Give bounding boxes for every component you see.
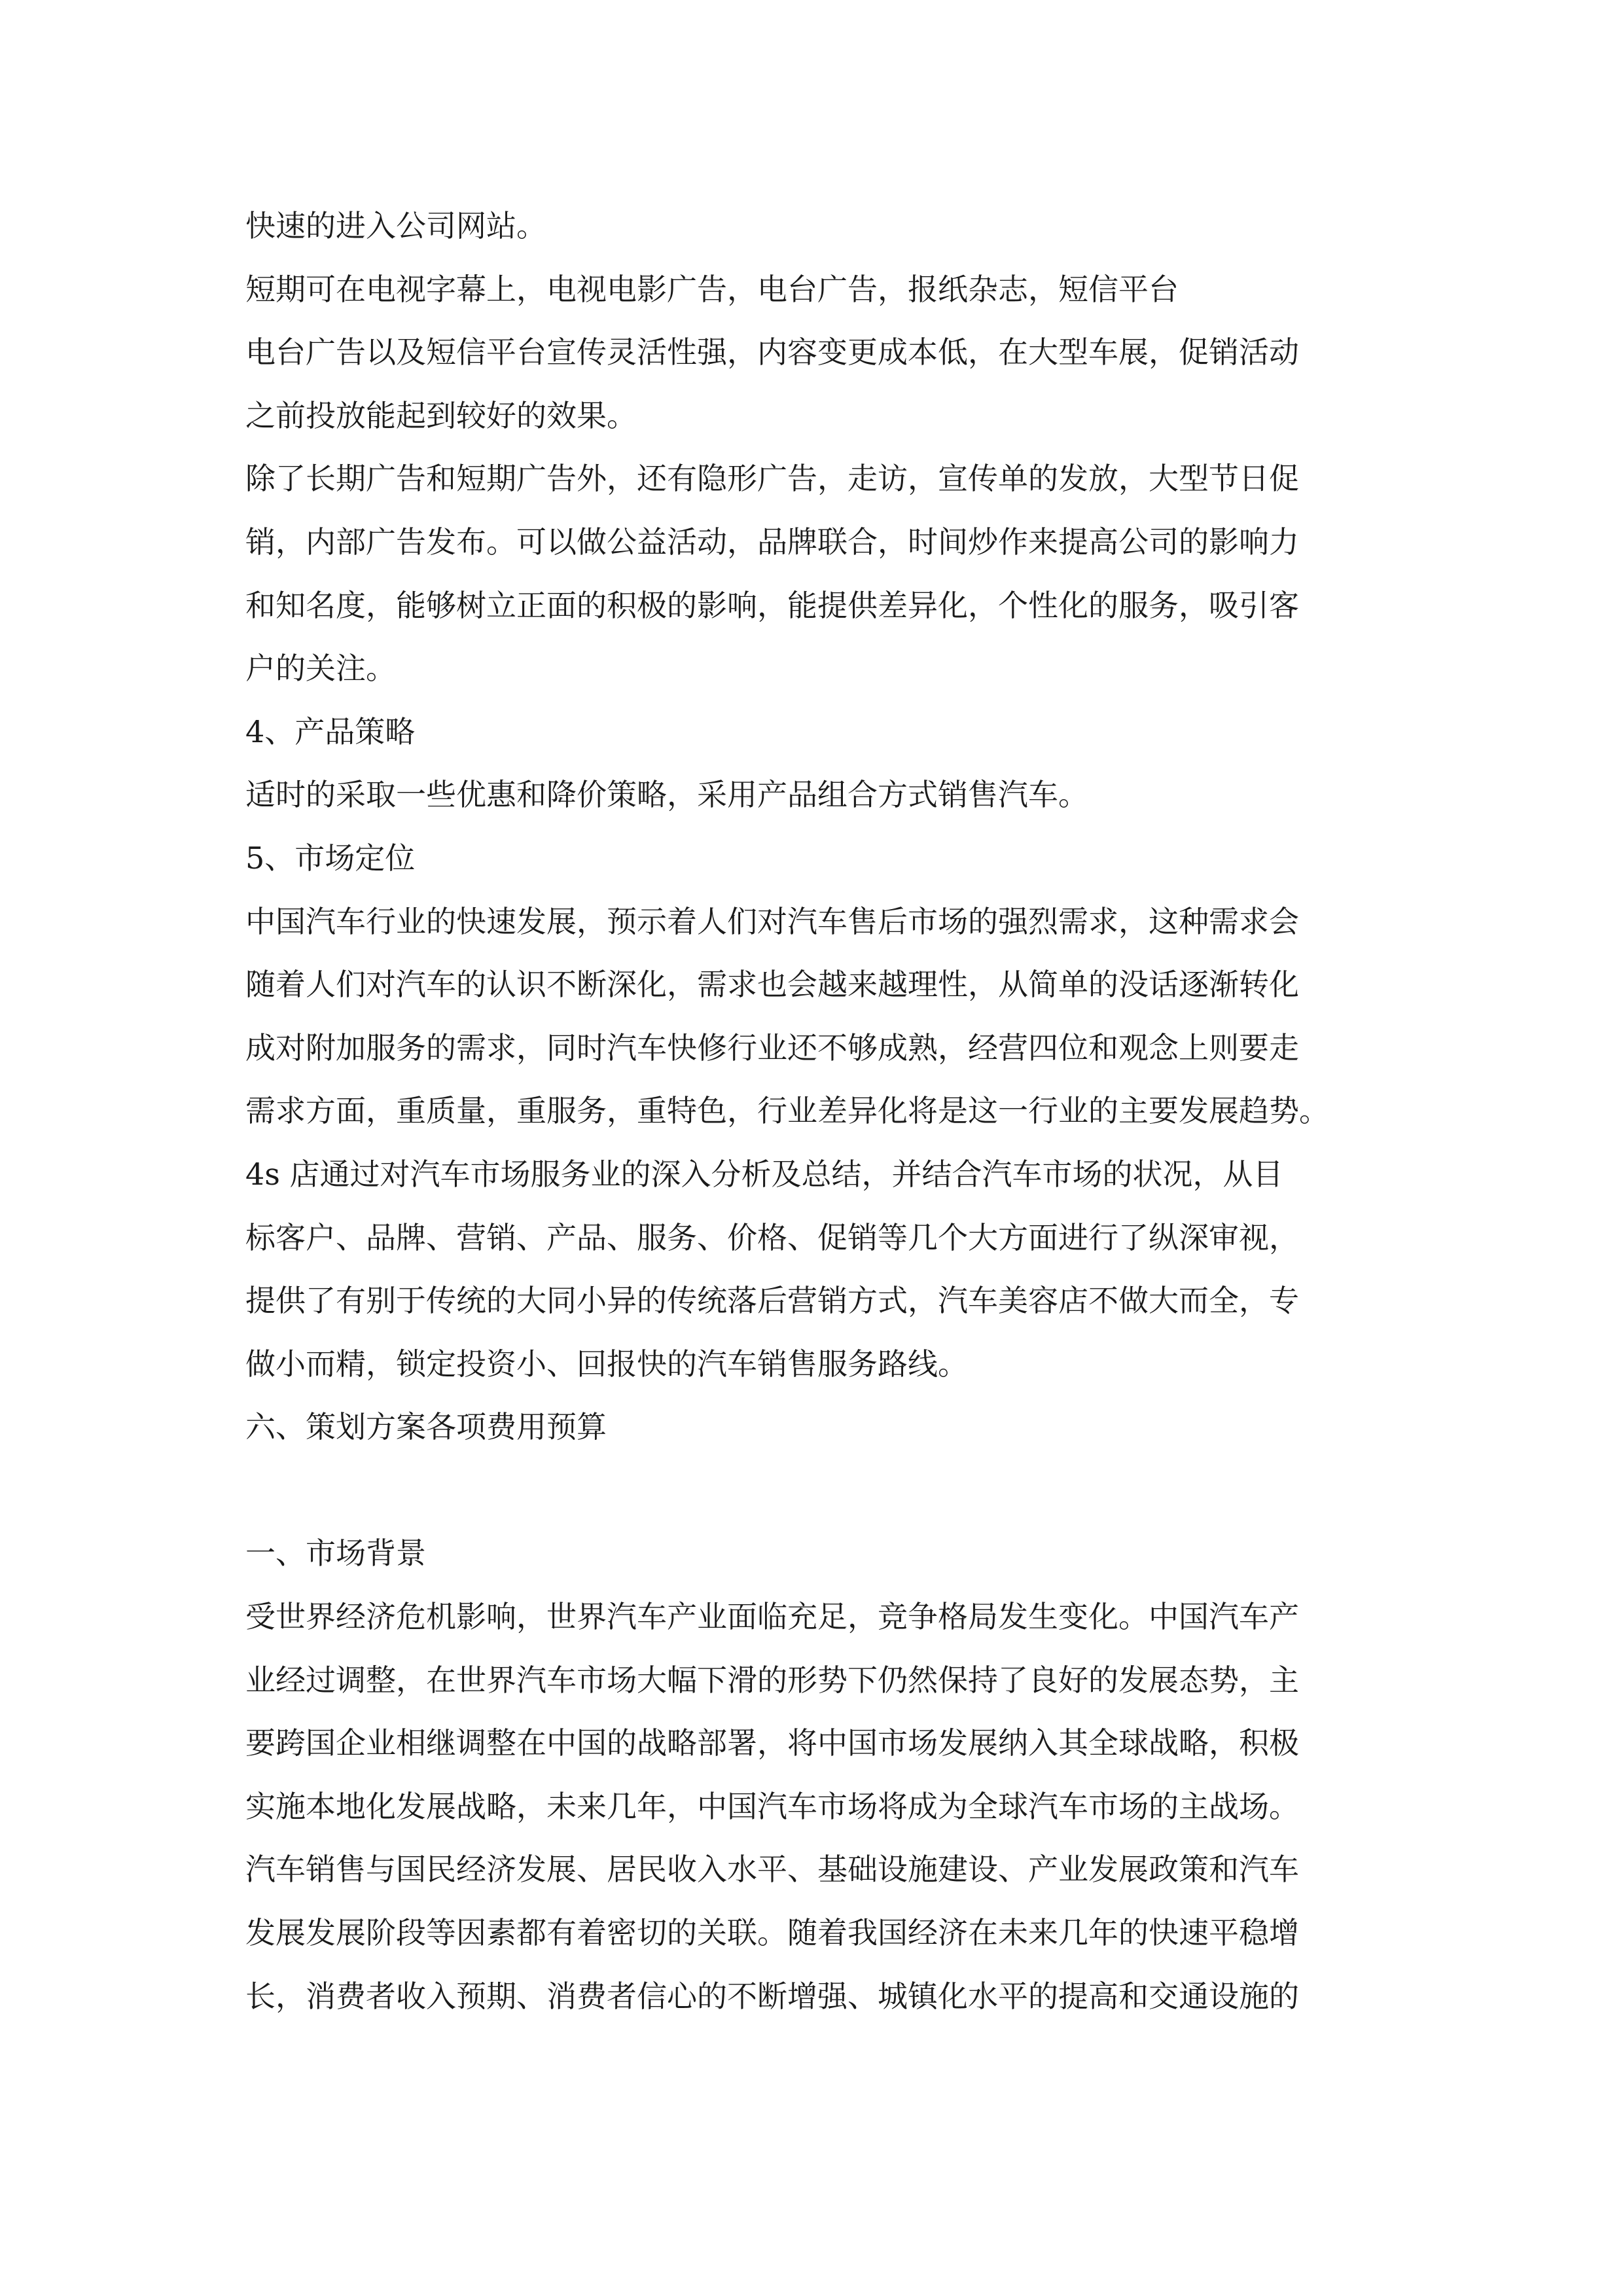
text-line: 做小而精，锁定投资小、回报快的汽车销售服务路线。 (245, 1346, 968, 1382)
text-line: 实施本地化发展战略，未来几年，中国汽车市场将成为全球汽车市场的主战场。 (245, 1788, 1299, 1824)
section-heading: 一、市场背景 (245, 1535, 426, 1571)
text-line: 需求方面，重质量，重服务，重特色，行业差异化将是这一行业的主要发展趋势。 (245, 1093, 1329, 1129)
section-heading: 5、市场定位 (245, 840, 416, 876)
text-line: 受世界经济危机影响，世界汽车产业面临充足，竞争格局发生变化。中国汽车产 (245, 1599, 1299, 1635)
text-line: 短期可在电视字幕上，电视电影广告，电台广告，报纸杂志，短信平台 (245, 271, 1179, 307)
text-line: 之前投放能起到较好的效果。 (245, 397, 637, 433)
text-line: 长，消费者收入预期、消费者信心的不断增强、城镇化水平的提高和交通设施的 (245, 1978, 1299, 2014)
text-line: 适时的采取一些优惠和降价策略，采用产品组合方式销售汽车。 (245, 777, 1088, 813)
blank-line (245, 1459, 1407, 1522)
section-heading: 六、策划方案各项费用预算 (245, 1409, 607, 1445)
text-line: 电台广告以及短信平台宣传灵活性强，内容变更成本低，在大型车展，促销活动 (245, 334, 1299, 370)
text-line: 快速的进入公司网站。 (245, 208, 546, 243)
text-line: 发展发展阶段等因素都有着密切的关联。随着我国经济在未来几年的快速平稳增 (245, 1915, 1299, 1951)
section-heading: 4、产品策略 (245, 713, 416, 749)
text-line: 除了长期广告和短期广告外，还有隐形广告，走访，宣传单的发放，大型节日促 (245, 461, 1299, 497)
text-line: 和知名度，能够树立正面的积极的影响，能提供差异化，个性化的服务，吸引客 (245, 587, 1299, 623)
text-line: 销，内部广告发布。可以做公益活动，品牌联合，时间炒作来提高公司的影响力 (245, 524, 1299, 560)
text-line: 中国汽车行业的快速发展，预示着人们对汽车售后市场的强烈需求，这种需求会 (245, 903, 1299, 939)
text-line: 4s 店通过对汽车市场服务业的深入分析及总结，并结合汽车市场的状况，从目 (245, 1156, 1283, 1192)
text-line: 汽车销售与国民经济发展、居民收入水平、基础设施建设、产业发展政策和汽车 (245, 1852, 1299, 1888)
text-line: 标客户、品牌、营销、产品、服务、价格、促销等几个大方面进行了纵深审视， (245, 1219, 1299, 1255)
text-line: 户的关注。 (245, 651, 396, 687)
text-line: 要跨国企业相继调整在中国的战略部署，将中国市场发展纳入其全球战略，积极 (245, 1725, 1299, 1761)
text-line: 随着人们对汽车的认识不断深化，需求也会越来越理性，从简单的没话逐渐转化 (245, 967, 1299, 1003)
text-line: 提供了有别于传统的大同小异的传统落后营销方式，汽车美容店不做大而全，专 (245, 1283, 1299, 1319)
text-line: 成对附加服务的需求，同时汽车快修行业还不够成熟，经营四位和观念上则要走 (245, 1030, 1299, 1066)
text-line: 业经过调整，在世界汽车市场大幅下滑的形势下仍然保持了良好的发展态势，主 (245, 1662, 1299, 1698)
body-text (245, 194, 1407, 2028)
